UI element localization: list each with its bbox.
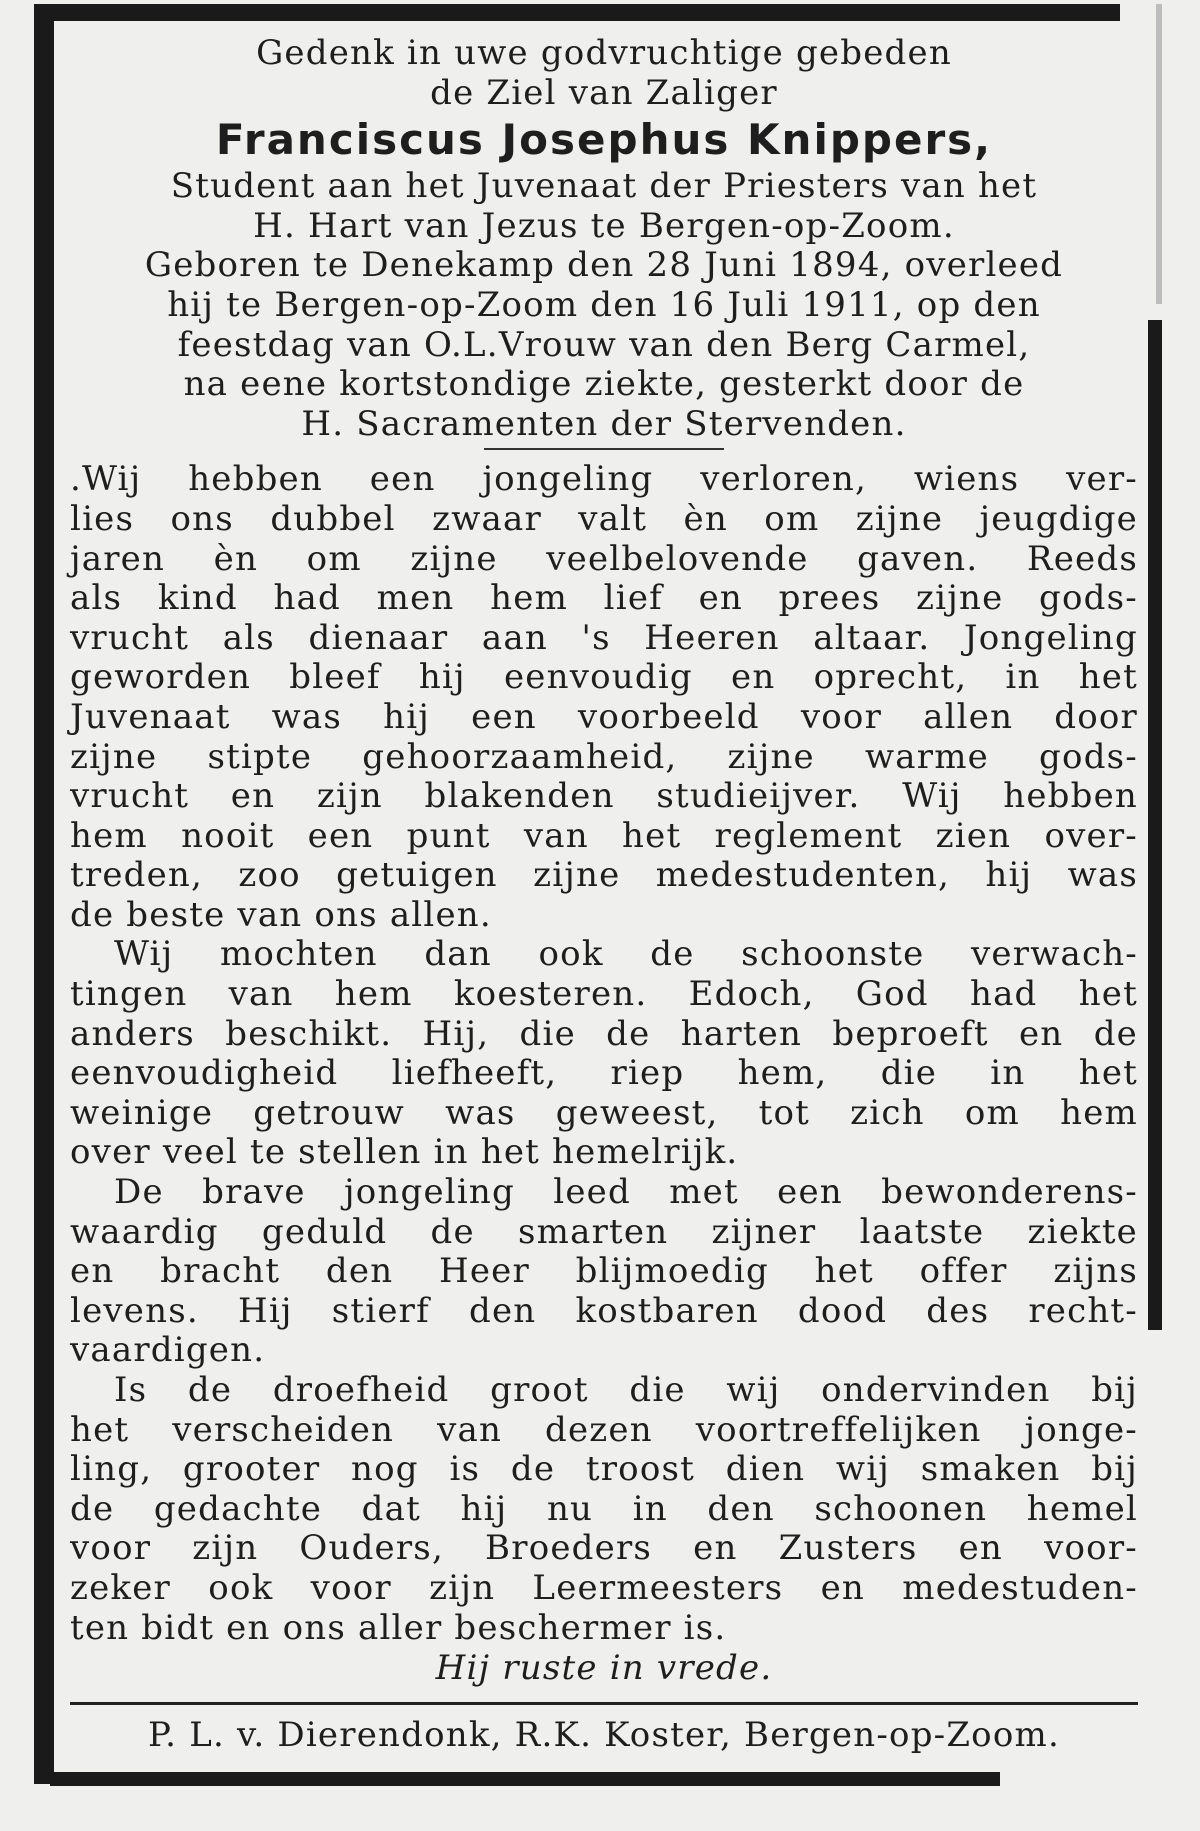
text-line: als kind had men hem lief en prees zijne gods- [70, 578, 1138, 619]
bottom-border [50, 1772, 1000, 1786]
deceased-name: Franciscus Josephus Knippers, [215, 115, 993, 165]
text-line: het verscheiden van dezen voortreffelijken jonge- [70, 1409, 1138, 1450]
text-line: vrucht en zijn blakenden studieijver. Wij hebben [70, 776, 1138, 817]
text-line: treden, zoo getuigen zijne medestudenten, hij was [70, 855, 1138, 896]
text-line: vaardigen. [70, 1330, 266, 1371]
closing-motto: Hij ruste in vrede. [435, 1648, 773, 1689]
section-divider [484, 448, 724, 450]
text-line: vrucht als dienaar aan 's Heeren altaar. Jongeling [70, 617, 1138, 658]
text-line: levens. Hij stierf den kostbaren dood des recht- [70, 1290, 1138, 1331]
body-text [70, 460, 1138, 1648]
text-line: de gedachte dat hij nu in den schoonen hemel [70, 1488, 1138, 1529]
top-border [38, 4, 1120, 21]
text-line: Wij mochten dan ook de schoonste verwach- [114, 934, 1138, 975]
paragraph-4 [70, 1371, 1138, 1648]
paragraph-3 [70, 1173, 1138, 1371]
text-line: Juvenaat was hij een voorbeeld voor allen door [70, 696, 1138, 737]
text-line: eenvoudigheid liefheeft, riep hem, die in het [70, 1053, 1138, 1094]
text-line: ling, grooter nog is de troost dien wij smaken bij [70, 1449, 1138, 1490]
text-line: zijne stipte gehoorzaamheid, zijne warme gods- [70, 736, 1138, 777]
text-line: geworden bleef hij eenvoudig en oprecht, in het [70, 657, 1138, 698]
text-line: jaren èn om zijne veelbelovende gaven. Reeds [70, 538, 1138, 579]
header-detail-line: feestdag van O.L.Vrouw van den Berg Carmel, [177, 324, 1031, 365]
text-line: voor zijn Ouders, Broeders en Zusters en voor- [70, 1528, 1138, 1569]
text-line: hem nooit een punt van het reglement zien over- [70, 815, 1138, 856]
text-line: de beste van ons allen. [70, 894, 492, 935]
text-line: ten bidt en ons aller beschermer is. [70, 1607, 727, 1648]
printer-divider [70, 1702, 1138, 1705]
header-detail-line: H. Hart van Jezus te Bergen-op-Zoom. [253, 205, 955, 246]
text-line: anders beschikt. Hij, die de harten beproeft en de [70, 1013, 1138, 1054]
text-line: en bracht den Heer blijmoedig het offer zijns [70, 1251, 1138, 1292]
text-line: zeker ook voor zijn Leermeesters en medestuden- [70, 1567, 1138, 1608]
text-line: weinige getrouw was geweest, tot zich om hem [70, 1092, 1138, 1133]
header-detail-line: H. Sacramenten der Stervenden. [301, 403, 907, 444]
header-details [70, 167, 1138, 444]
right-border-faint [1156, 4, 1162, 304]
text-line: over veel te stellen in het hemelrijk. [70, 1132, 739, 1173]
text-line: Is de droefheid groot die wij ondervinden bij [114, 1370, 1138, 1410]
paragraph-1 [70, 460, 1138, 935]
text-line: tingen van hem koesteren. Edoch, God had het [70, 974, 1138, 1015]
right-border [1148, 320, 1162, 1330]
paragraph-2 [70, 935, 1138, 1173]
header-detail-line: Geboren te Denekamp den 28 Juni 1894, overleed [144, 245, 1064, 286]
card-content [70, 20, 1138, 1755]
text-line: .Wij hebben een jongeling verloren, wiens ver- [70, 459, 1138, 500]
text-line: De brave jongeling leed met een bewonderens- [114, 1172, 1138, 1213]
text-line: lies ons dubbel zwaar valt èn om zijne jeugdige [70, 498, 1138, 539]
text-line: waardig geduld de smarten zijner laatste ziekte [70, 1211, 1138, 1252]
left-border [34, 4, 54, 1784]
printer-credit: P. L. v. Dierendonk, R.K. Koster, Bergen-op-Zoom. [148, 1715, 1060, 1756]
header-detail-line: Student aan het Juvenaat der Priesters van het [170, 166, 1038, 207]
header-line-1: Gedenk in uwe godvruchtige gebeden [256, 33, 952, 73]
header-detail-line: hij te Bergen-op-Zoom den 16 Juli 1911, op den [167, 284, 1041, 325]
header-line-2: de Ziel van Zaliger [430, 72, 778, 113]
header-detail-line: na eene kortstondige ziekte, gesterkt door de [183, 364, 1025, 405]
